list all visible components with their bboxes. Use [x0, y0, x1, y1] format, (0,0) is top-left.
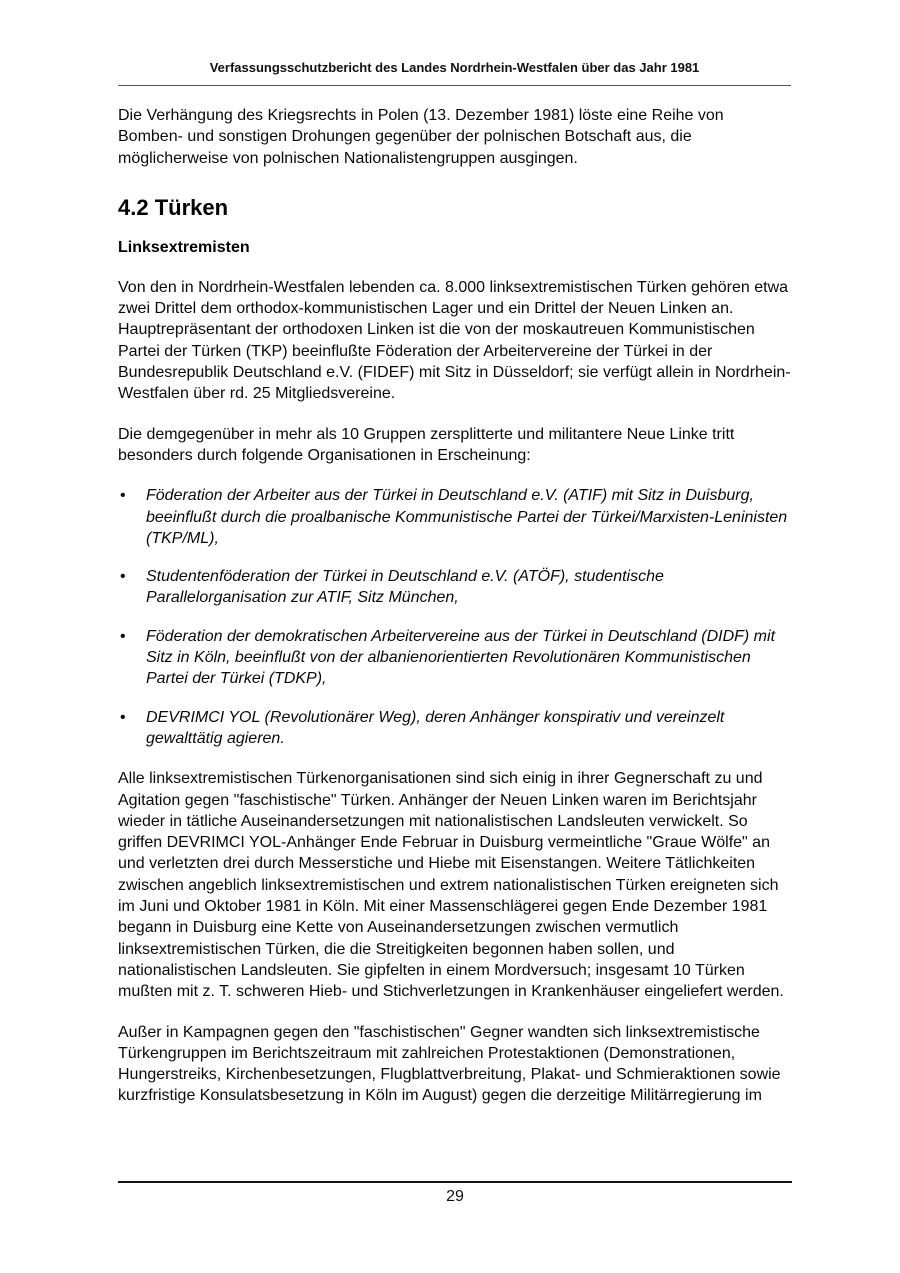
list-item [118, 626, 791, 690]
organisation-list [118, 485, 791, 749]
subsection-heading: Linksextremisten [118, 238, 250, 256]
bullet-icon: • [120, 487, 126, 505]
list-item [118, 485, 791, 549]
list-item [118, 566, 791, 609]
list-item-text: Studentenföderation der Türkei in Deutschland e.V. (ATÖF), studentische Parallelorganisation zur ATIF, Sitz München, [146, 568, 664, 607]
page-number: 29 [446, 1188, 464, 1205]
paragraph-neue-linke: Die demgegenüber in mehr als 10 Gruppen zersplitterte und militantere Neue Linke tritt besonders durch folgende Organisationen in Erscheinung: [118, 425, 735, 464]
paragraph-orthodox: Von den in Nordrhein-Westfalen lebenden ca. 8.000 linksextremistischen Türken gehören etwa zwei Drittel dem orthodox-kommunistischen Lager und ein Drittel der Neuen Linken an. Hauptrepräsentant der orthodoxen Linken ist die von der moskautreuen Kommunistischen Partei der Türken (TKP) beeinflußte Föderation der Arbeitervereine der Türkei in der Bundesrepublik Deutschland e.V. (FIDEF) mit Sitz in Düsseldorf; sie verfügt allein in Nordrhein-Westfalen über rd. 25 Mitgliedsvereine. [118, 278, 791, 403]
page-content [118, 60, 791, 1126]
paragraph-conflicts: Alle linksextremistischen Türkenorganisationen sind sich einig in ihrer Gegnerschaft zu und Agitation gegen "faschistische" Türken. Anhänger der Neuen Linken waren im Berichtsjahr wieder in tätliche Auseinandersetzungen mit nationalistischen Landsleuten verwickelt. So griffen DEVRIMCI YOL-Anhänger Ende Februar in Duisburg vermeintliche "Graue Wölfe" an und verletzten drei durch Messerstiche und Hiebe mit Eisenstangen. Weitere Tätlichkeiten zwischen angeblich linksextremistischen und extrem nationalistischen Türken ereigneten sich im Juni und Oktober 1981 in Köln. Mit einer Massenschlägerei gegen Ende Dezember 1981 begann in Duisburg eine Kette von Auseinandersetzungen zwischen vermutlich linksextremistischen Türken, die die Streitigkeiten begonnen haben sollen, und nationalistischen Landsleuten. Sie gipfelten in einem Mordversuch; insgesamt 10 Türken mußten mit z. T. schweren Hieb- und Stichverletzungen in Krankenhäuser eingeliefert werden. [118, 770, 784, 1001]
bullet-icon: • [120, 627, 126, 645]
running-header: Verfassungsschutzbericht des Landes Nordrhein-Westfalen über das Jahr 1981 [118, 60, 791, 86]
list-item-text: Föderation der demokratischen Arbeitervereine aus der Türkei in Deutschland (DIDF) mit Sitz in Köln, beeinflußt von der albanienorientierten Revolutionären Kommunistischen Partei der Türkei (TDKP), [146, 627, 776, 688]
list-item-text: Föderation der Arbeiter aus der Türkei in Deutschland e.V. (ATIF) mit Sitz in Duisburg, beeinflußt durch die proalbanische Kommunistische Partei der Türkei/Marxisten-Leninisten (TKP/ML), [146, 487, 788, 547]
paragraph-intro: Die Verhängung des Kriegsrechts in Polen (13. Dezember 1981) löste eine Reihe von Bomben- und sonstigen Drohungen gegenüber der polnischen Botschaft aus, die möglicherweise von polnischen Nationalistengruppen ausgingen. [118, 107, 724, 167]
bullet-icon: • [120, 708, 126, 726]
bullet-icon: • [120, 568, 126, 586]
list-item [118, 707, 791, 750]
paragraph-protests: Außer in Kampagnen gegen den "faschistischen" Gegner wandten sich linksextremistische Türkengruppen im Berichtszeitraum mit zahlreichen Protestaktionen (Demonstrationen, Hungerstreiks, Kirchenbesetzungen, Flugblattverbreitung, Plakat- und Schmieraktionen sowie kurzfristige Konsulatsbesetzung in Köln im August) gegen die derzeitige Militärregierung im [118, 1023, 781, 1105]
page-footer [118, 1181, 792, 1206]
section-heading: 4.2 Türken [118, 194, 229, 220]
list-item-text: DEVRIMCI YOL (Revolutionärer Weg), deren Anhänger konspirativ und vereinzelt gewalttätig agieren. [146, 708, 725, 747]
